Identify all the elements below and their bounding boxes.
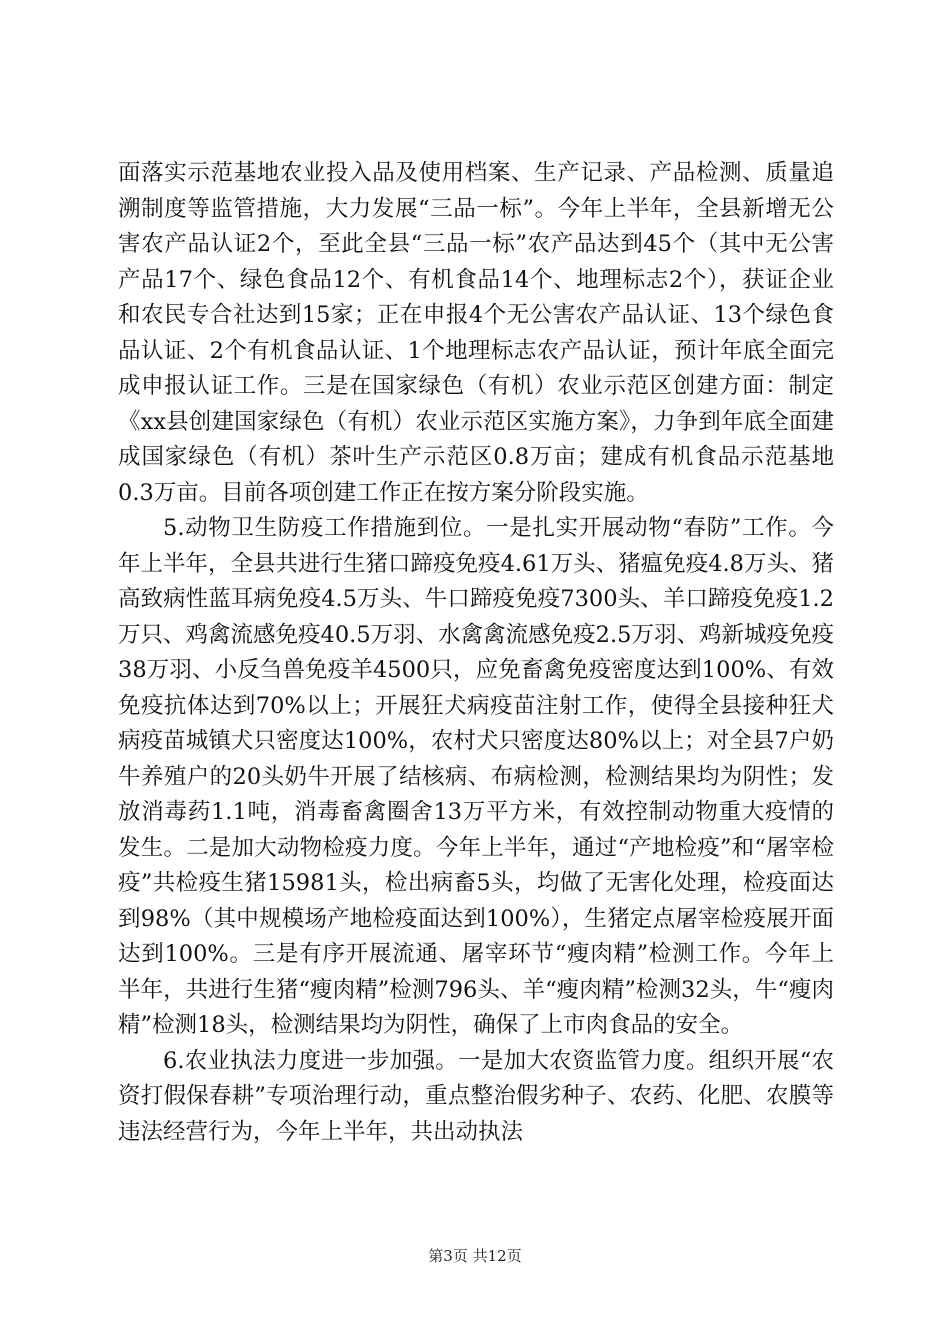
paragraph-animal-epidemic-prevention: 5.动物卫生防疫工作措施到位。一是扎实开展动物“春防”工作。今年上半年，全县共进行生猪口蹄疫免疫4.61万头、猪瘟免疫4.8万头、猪高致病性蓝耳病免疫4.5万头、牛口蹄疫免疫7300头、羊口蹄疫免疫1.2万只、鸡禽流感免疫40.5万羽、水禽禽流感免疫2.5万羽、鸡新城疫免疫38万羽、小反刍兽免疫羊4500只，应免畜禽免疫密度达到100%、有效免疫抗体达到70%以上；开展狂犬病疫苗注射工作，使得全县接种狂犬病疫苗城镇犬只密度达100%，农村犬只密度达80%以上；对全县7户奶牛养殖户的20头奶牛开展了结核病、布病检测，检测结果均为阴性；发放消毒药1.1吨，消毒畜禽圈舍13万平方米，有效控制动物重大疫情的发生。二是加大动物检疫力度。今年上半年，通过“产地检疫”和“屠宰检疫”共检疫生猪15981头，检出病畜5头，均做了无害化处理，检疫面达到98%（其中规模场产地检疫面达到100%），生猪定点屠宰检疫展开面达到100%。三是有序开展流通、屠宰环节“瘦肉精”检测工作。今年上半年，共进行生猪“瘦肉精”检测796头、羊“瘦肉精”检测32头，牛“瘦肉精”检测18头，检测结果均为阴性，确保了上市肉食品的安全。 bbox=[118, 515, 834, 1038]
document-body bbox=[118, 156, 834, 1150]
page-number-footer: 第3页 共12页 bbox=[428, 1247, 522, 1265]
paragraph-agricultural-law-enforcement: 6.农业执法力度进一步加强。一是加大农资监管力度。组织开展“农资打假保春耕”专项治理行动，重点整治假劣种子、农药、化肥、农膜等违法经营行为，今年上半年，共出动执法 bbox=[118, 1047, 834, 1145]
paragraph-continuation: 面落实示范基地农业投入品及使用档案、生产记录、产品检测、质量追溯制度等监管措施，大力发展“三品一标”。今年上半年，全县新增无公害农产品认证2个，至此全县“三品一标”农产品达到45个（其中无公害产品17个、绿色食品12个、有机食品14个、地理标志2个），获证企业和农民专合社达到15家；正在申报4个无公害农产品认证、13个绿色食品认证、2个有机食品认证、1个地理标志农产品认证，预计年底全面完成申报认证工作。三是在国家绿色（有机）农业示范区创建方面：制定《xx县创建国家绿色（有机）农业示范区实施方案》，力争到年底全面建成国家绿色（有机）茶叶生产示范区0.8万亩；建成有机食品示范基地0.3万亩。目前各项创建工作正在按方案分阶段实施。 bbox=[118, 160, 834, 506]
